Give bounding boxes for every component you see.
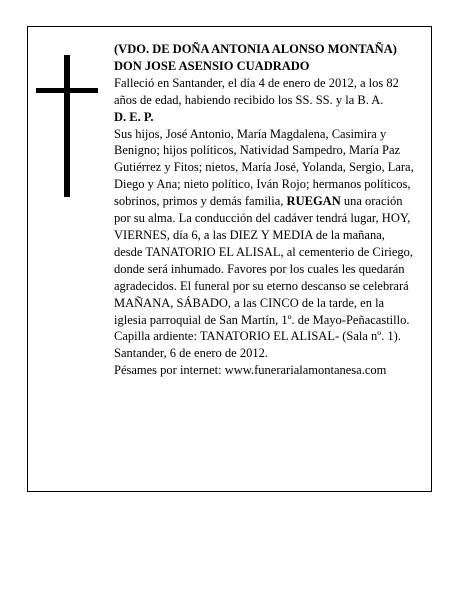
rip-line: D. E. P. [114, 109, 154, 124]
ruegan-word: RUEGAN [286, 194, 341, 209]
cross-vertical-bar [64, 55, 70, 197]
cross-horizontal-bar [36, 88, 98, 93]
service-details: una oración por su alma. La conducción del cadáver tendrá lugar, HOY, VIERNES, día 6, a las DIEZ Y MEDIA de la mañana, desde TANATORIO EL ALISAL, al cementerio de Ciriego, donde será inhumado. Favores por los cuales les quedarán agradecidos. El funeral por su eterno descanso se celebrará MAÑANA, SÁBADO, a las CINCO de la tarde, en la iglesia parroquial de San Martín, 1º. de Mayo-Peñacastillo. Capilla ardiente: TANATORIO EL ALISAL- (Sala nº. 1). [114, 194, 414, 344]
widower-line: (VDO. DE DOÑA ANTONIA ALONSO MONTAÑA) [114, 42, 397, 56]
obituary-text [114, 41, 416, 379]
death-info: Falleció en Santander, el día 4 de enero de 2012, a los 82 años de edad, habiendo recibido los SS. SS. y la B. A. [114, 75, 399, 107]
date-place: Santander, 6 de enero de 2012. [114, 346, 268, 361]
family-list: Sus hijos, José Antonio, María Magdalena, Casimira y Benigno; hijos políticos, Natividad Sampedro, María Paz Gutiérrez y Fitos; nietos, María José, Yolanda, Sergio, Lara, Diego y Ana; nieto político, Iván Rojo; hermanos políticos, sobrinos, primos y demás familia, [114, 126, 414, 209]
cross-icon [36, 55, 98, 197]
deceased-name: DON JOSE ASENSIO CUADRADO [114, 58, 310, 73]
family-paragraph [114, 126, 416, 346]
condolences-line: Pésames por internet: www.funerarialamontanesa.com [114, 363, 387, 378]
